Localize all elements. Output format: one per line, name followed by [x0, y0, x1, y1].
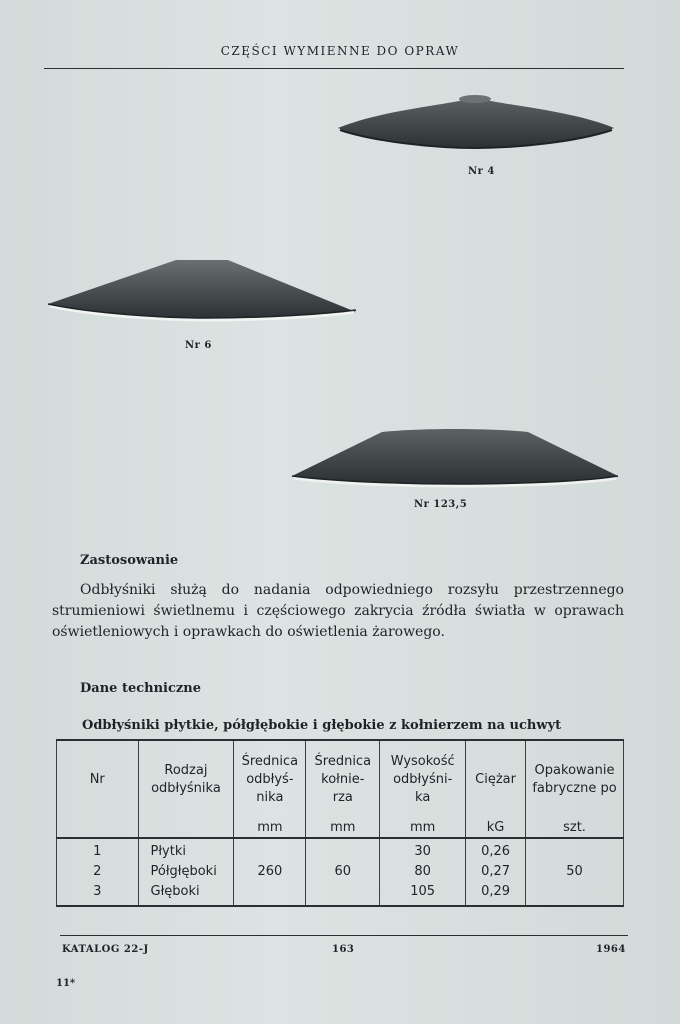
reflector-nr123-illustration: [290, 426, 620, 488]
header-nr: Nr: [57, 740, 139, 819]
collar-cell: 60: [306, 838, 380, 906]
row-type: Płytki: [150, 844, 186, 859]
signature-mark: 11*: [56, 978, 76, 989]
header-weight: Ciężar: [466, 740, 526, 819]
row-type: Głęboki: [150, 884, 200, 899]
reflector-nr4-illustration: [336, 92, 616, 152]
row-nr: 2: [93, 864, 102, 879]
diameter-cell: 260: [234, 838, 306, 906]
row-weight: 0,26: [481, 844, 511, 859]
header-collar: Średnica kołnie- rza: [306, 740, 380, 819]
nr-cell: [57, 838, 139, 906]
table-units-row: [57, 819, 624, 838]
usage-paragraph: Odbłyśniki służą do nadania odpowiedniego rozsyłu przestrzennego strumieniowi świetlnemu i częściowego zakrycia źródła światła w oprawach oświetleniowych i oprawkach do oświetlenia żarowego.: [52, 582, 624, 640]
row-height: 80: [414, 864, 431, 879]
row-type: Półgłęboki: [150, 864, 217, 879]
footer-year: 1964: [596, 944, 626, 955]
footer-rule: [60, 935, 628, 936]
usage-title: Zastosowanie: [80, 553, 179, 568]
figure-caption-nr4: Nr 4: [468, 166, 495, 177]
page-header: CZĘŚCI WYMIENNE DO OPRAW: [220, 44, 460, 58]
row-height: 30: [414, 844, 431, 859]
footer-page-number: 163: [332, 944, 355, 955]
row-height: 105: [410, 884, 436, 899]
unit-packaging: szt.: [526, 819, 624, 838]
unit-height: mm: [380, 819, 466, 838]
header-rule: [44, 68, 624, 69]
unit-collar: mm: [306, 819, 380, 838]
row-weight: 0,29: [481, 884, 511, 899]
type-cell: [138, 838, 234, 906]
header-type: Rodzaj odbłyśnika: [138, 740, 234, 819]
figure-caption-nr123: Nr 123,5: [414, 499, 468, 510]
technical-data-table: [56, 739, 624, 907]
figure-caption-nr6: Nr 6: [185, 340, 212, 351]
header-diameter: Średnica odbłyś- nika: [234, 740, 306, 819]
unit-diameter: mm: [234, 819, 306, 838]
footer-catalog: KATALOG 22-J: [62, 944, 149, 955]
row-nr: 1: [93, 844, 102, 859]
unit-type: [138, 819, 234, 838]
unit-weight: kG: [466, 819, 526, 838]
table-header-row: [57, 740, 624, 819]
table-data-row: [57, 838, 624, 906]
reflector-nr6-illustration: [46, 256, 358, 322]
header-packaging: Opakowanie fabryczne po: [526, 740, 624, 819]
packaging-cell: 50: [526, 838, 624, 906]
height-cell: [380, 838, 466, 906]
technical-title: Dane techniczne: [80, 681, 201, 696]
row-nr: 3: [93, 884, 102, 899]
header-height: Wysokość odbłyśni- ka: [380, 740, 466, 819]
row-weight: 0,27: [481, 864, 511, 879]
unit-nr: [57, 819, 139, 838]
table-caption: Odbłyśniki płytkie, półgłębokie i głębokie z kołnierzem na uchwyt: [82, 718, 562, 733]
weight-cell: [466, 838, 526, 906]
